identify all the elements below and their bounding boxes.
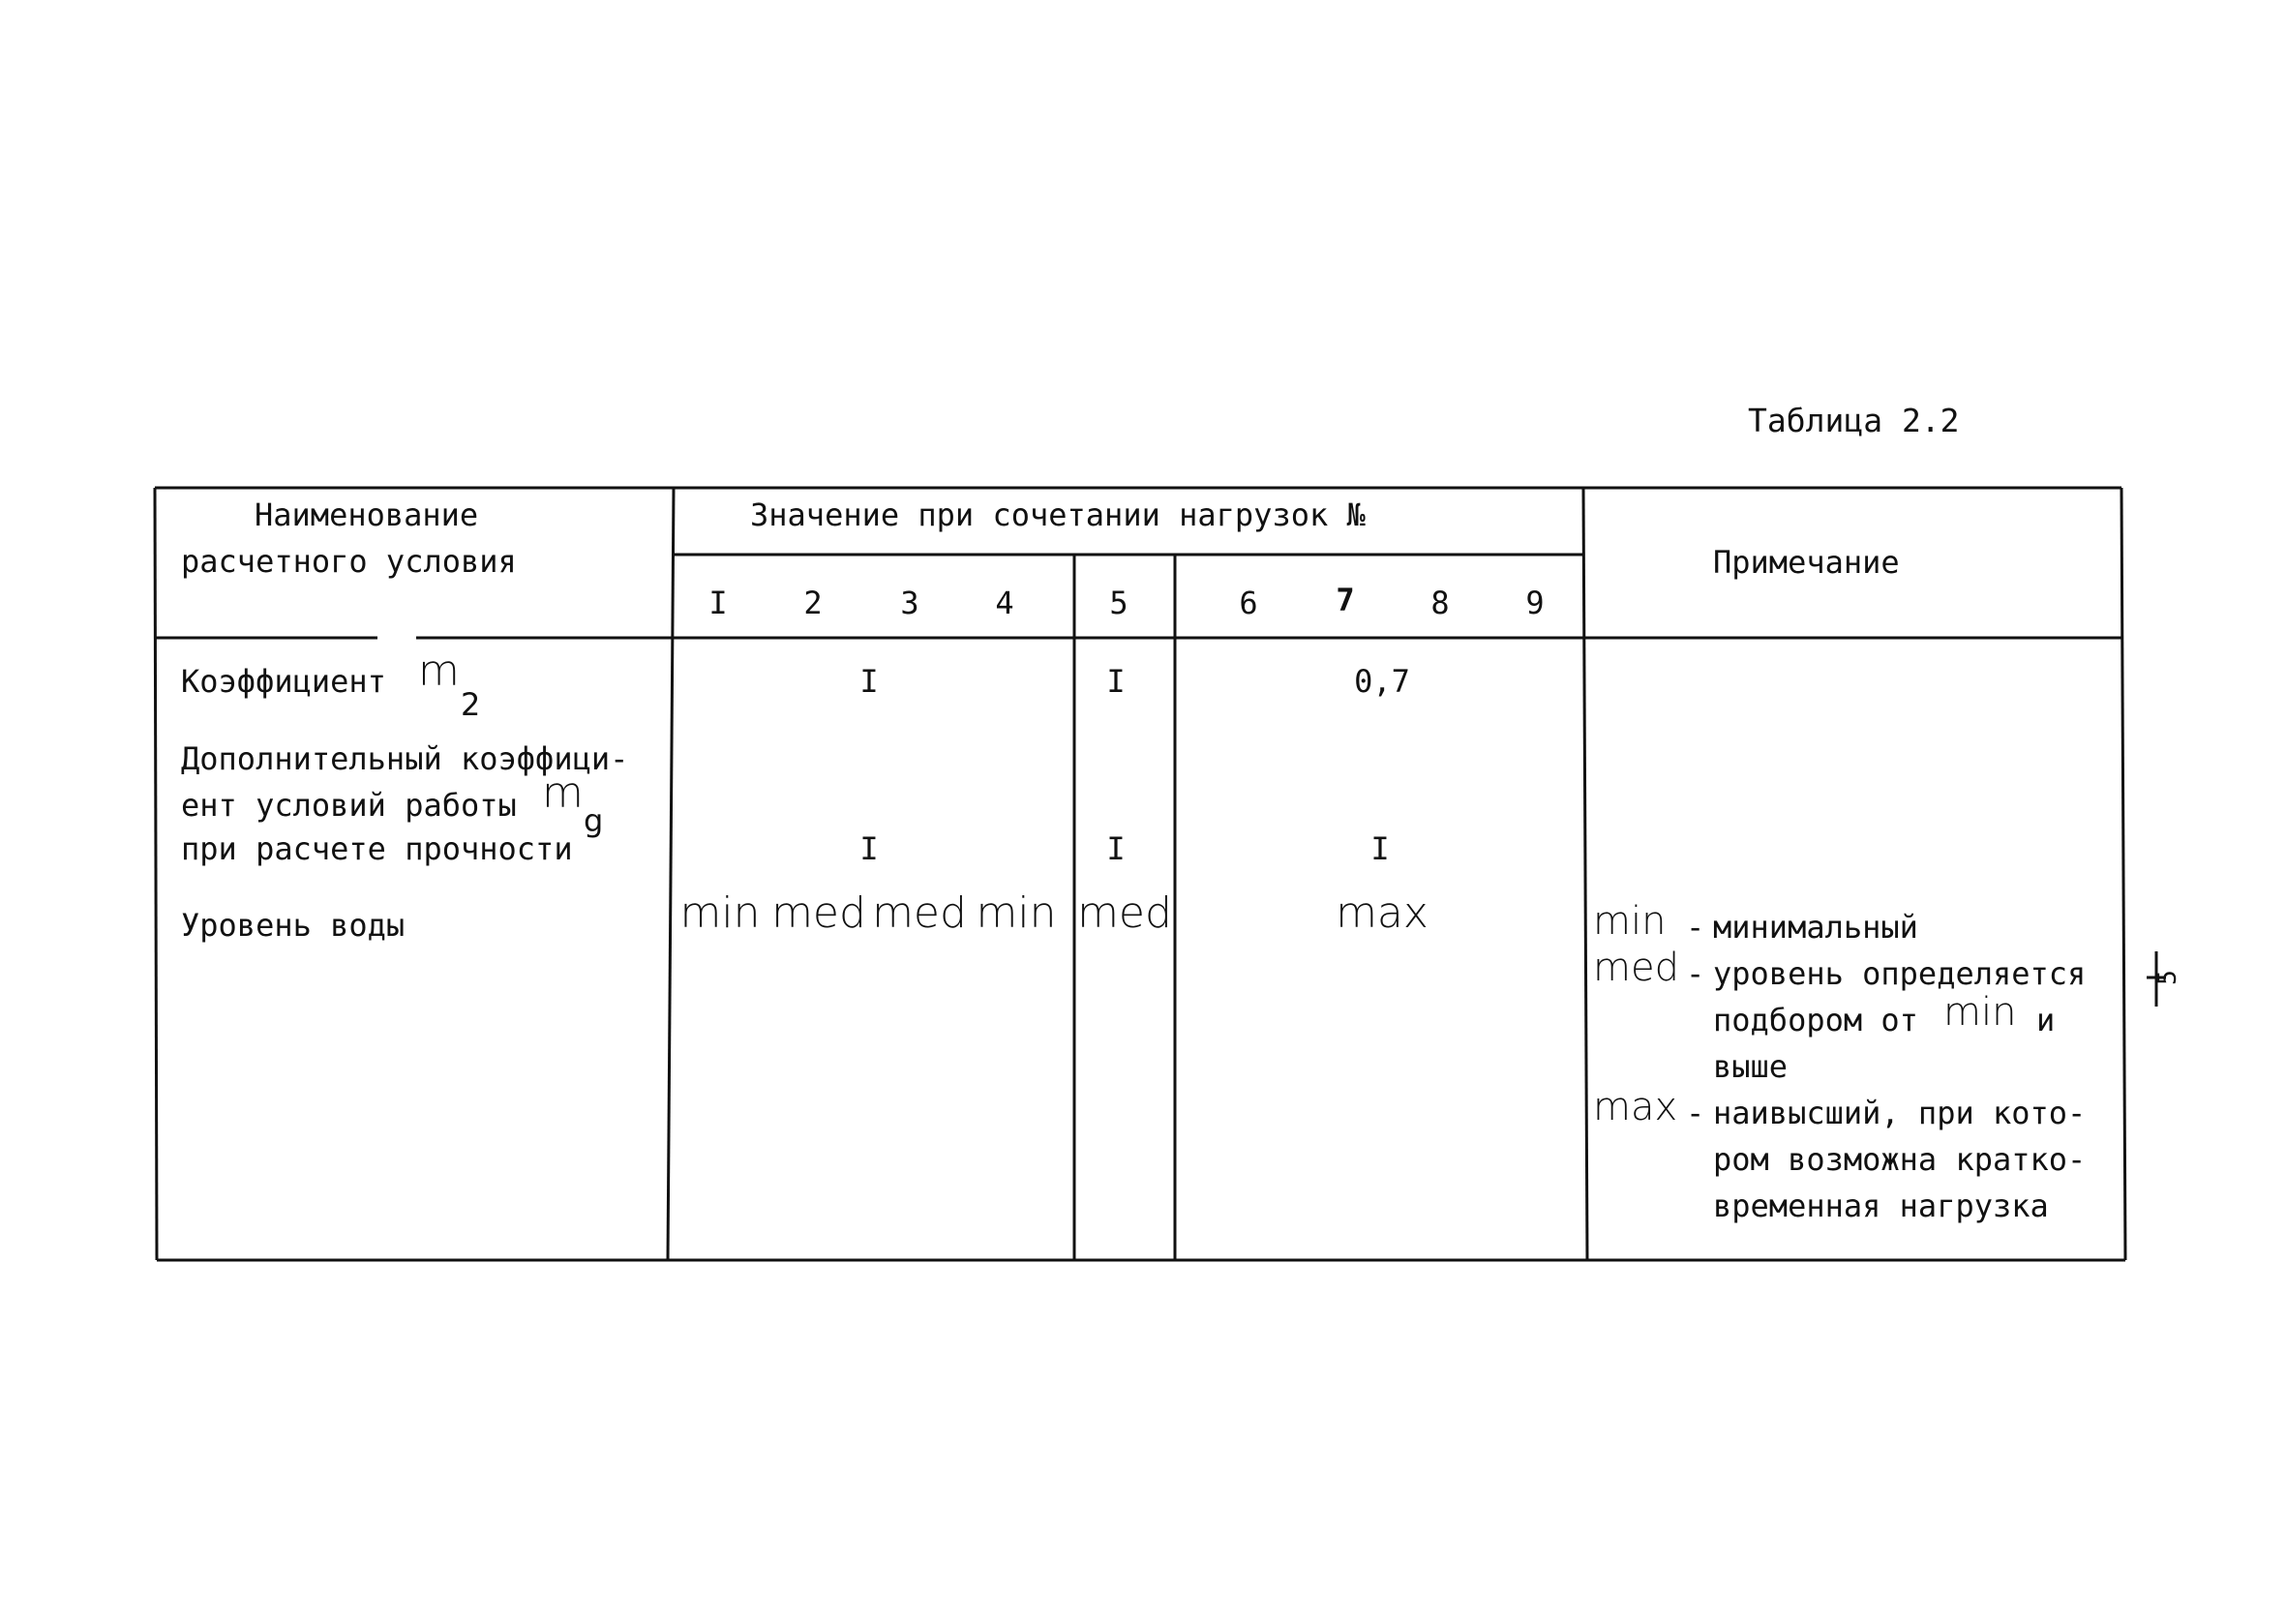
row-water-value-5: med <box>1077 888 1172 938</box>
note-med-dash: - <box>1686 955 1705 992</box>
row-mg-label-line1: Дополнительный коэффици- <box>181 740 629 777</box>
note-max-dash: - <box>1686 1095 1705 1131</box>
row-m2-value-5: I <box>1106 663 1126 700</box>
row-water-value-6-9: max <box>1336 888 1429 938</box>
row-mg-value-5: I <box>1106 830 1126 867</box>
header-name-line2: расчетного условия <box>181 543 517 580</box>
note-min-text: минимальный <box>1713 909 1918 946</box>
table-caption: Таблица 2.2 <box>1748 402 1960 439</box>
row-m2-subscript: 2 <box>461 686 481 723</box>
note-max-line2: ром возможна кратко- <box>1713 1141 2087 1178</box>
row-mg-label-line2: ент условий работы <box>181 787 517 824</box>
combo-header-7: 7 <box>1336 582 1355 618</box>
note-min-key: min <box>1593 899 1667 944</box>
combo-header-5: 5 <box>1109 585 1128 621</box>
note-med-key: med <box>1593 946 1679 990</box>
header-values-title: Значение при сочетании нагрузок № <box>750 496 1366 533</box>
combo-header-6: 6 <box>1239 585 1258 621</box>
combo-header-3: 3 <box>900 585 919 621</box>
note-min-dash: - <box>1686 909 1705 946</box>
combo-header-4: 4 <box>995 585 1014 621</box>
row-mg-subscript: g <box>584 802 604 839</box>
row-water-value-3: med <box>872 888 967 938</box>
row-m2-label: Коэффициент <box>181 663 386 700</box>
note-max-line3: временная нагрузка <box>1713 1188 2049 1224</box>
row-water-value-1: min <box>679 888 761 938</box>
row-m2-value-6-9: 0,7 <box>1354 663 1410 700</box>
note-max-line1: наивысший, при кото- <box>1713 1095 2087 1131</box>
header-name-line1: Наименование <box>255 496 479 533</box>
combo-header-8: 8 <box>1430 585 1450 621</box>
row-water-value-4: min <box>976 888 1057 938</box>
note-med-line2c: и <box>2036 1002 2056 1038</box>
row-mg-value-6-9: I <box>1370 830 1390 867</box>
row-mg-symbol: m <box>542 768 584 818</box>
header-note: Примечание <box>1713 544 1900 581</box>
page-marker: 5 <box>2152 970 2182 985</box>
row-water-value-2: med <box>771 888 866 938</box>
row-m2-symbol: m <box>418 647 460 696</box>
combo-header-2: 2 <box>803 585 823 621</box>
combo-header-1: I <box>708 585 728 621</box>
note-med-line3: выше <box>1713 1048 1789 1085</box>
note-med-line2b: min <box>1943 990 2017 1035</box>
note-med-line1: уровень определяется <box>1713 955 2087 992</box>
note-med-line2a: подбором от <box>1713 1002 1918 1038</box>
combo-header-9: 9 <box>1525 585 1545 621</box>
row-m2-value-1-4: I <box>859 663 879 700</box>
row-mg-label-line3: при расчете прочности <box>181 830 573 867</box>
row-mg-value-1-4: I <box>859 830 879 867</box>
note-max-key: max <box>1593 1085 1678 1129</box>
row-water-label: Уровень воды <box>181 907 406 944</box>
